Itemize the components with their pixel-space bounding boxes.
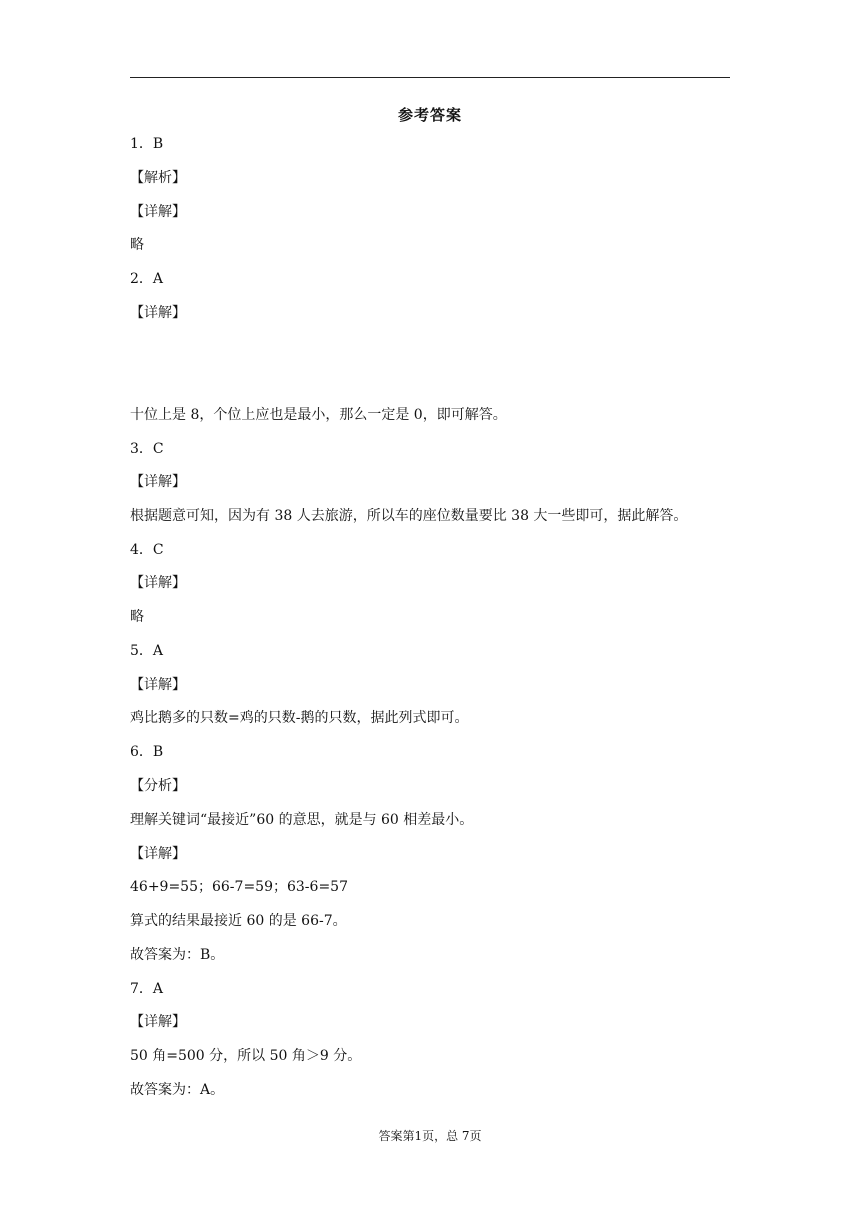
answer-7: 7．A — [130, 981, 164, 997]
explanation-text: 略 — [130, 609, 144, 625]
explanation-text: 略 — [130, 237, 144, 253]
explanation-text: 根据题意可知，因为有 38 人去旅游，所以车的座位数量要比 38 大一些即可，据此解答。 — [130, 508, 688, 524]
detail-heading: 【详解】 — [130, 677, 186, 693]
answer-5: 5．A — [130, 643, 164, 659]
page-title: 参考答案 — [397, 106, 462, 124]
explanation-text: 理解关键词“最接近”60 的意思，就是与 60 相差最小。 — [130, 812, 474, 828]
explanation-text: 鸡比鹅多的只数=鸡的只数-鹅的只数，据此列式即可。 — [130, 710, 469, 726]
detail-heading: 【详解】 — [130, 474, 186, 490]
analysis-heading: 【解析】 — [130, 170, 186, 186]
answer-3: 3．C — [130, 441, 164, 457]
conclusion-text: 故答案为：B。 — [130, 947, 225, 963]
header-rule — [130, 77, 730, 78]
analysis-heading: 【分析】 — [130, 778, 186, 794]
detail-heading: 【详解】 — [130, 575, 186, 591]
explanation-text: 算式的结果最接近 60 的是 66-7。 — [130, 913, 347, 929]
explanation-text: 50 角=500 分，所以 50 角＞9 分。 — [130, 1048, 362, 1064]
answer-4: 4．C — [130, 542, 164, 558]
answer-2: 2．A — [130, 271, 164, 287]
conclusion-text: 故答案为：A。 — [130, 1082, 225, 1098]
explanation-text: 十位上是 8，个位上应也是最小，那么一定是 0，即可解答。 — [130, 407, 507, 423]
answer-1: 1．B — [130, 136, 164, 152]
detail-heading: 【详解】 — [130, 204, 186, 220]
detail-heading: 【详解】 — [130, 846, 186, 862]
detail-heading: 【详解】 — [130, 305, 186, 321]
detail-heading: 【详解】 — [130, 1014, 186, 1030]
explanation-text: 46+9=55；66-7=59；63-6=57 — [130, 879, 348, 895]
page-footer: 答案第1页，总 7页 — [378, 1129, 482, 1143]
answer-6: 6．B — [130, 744, 164, 760]
